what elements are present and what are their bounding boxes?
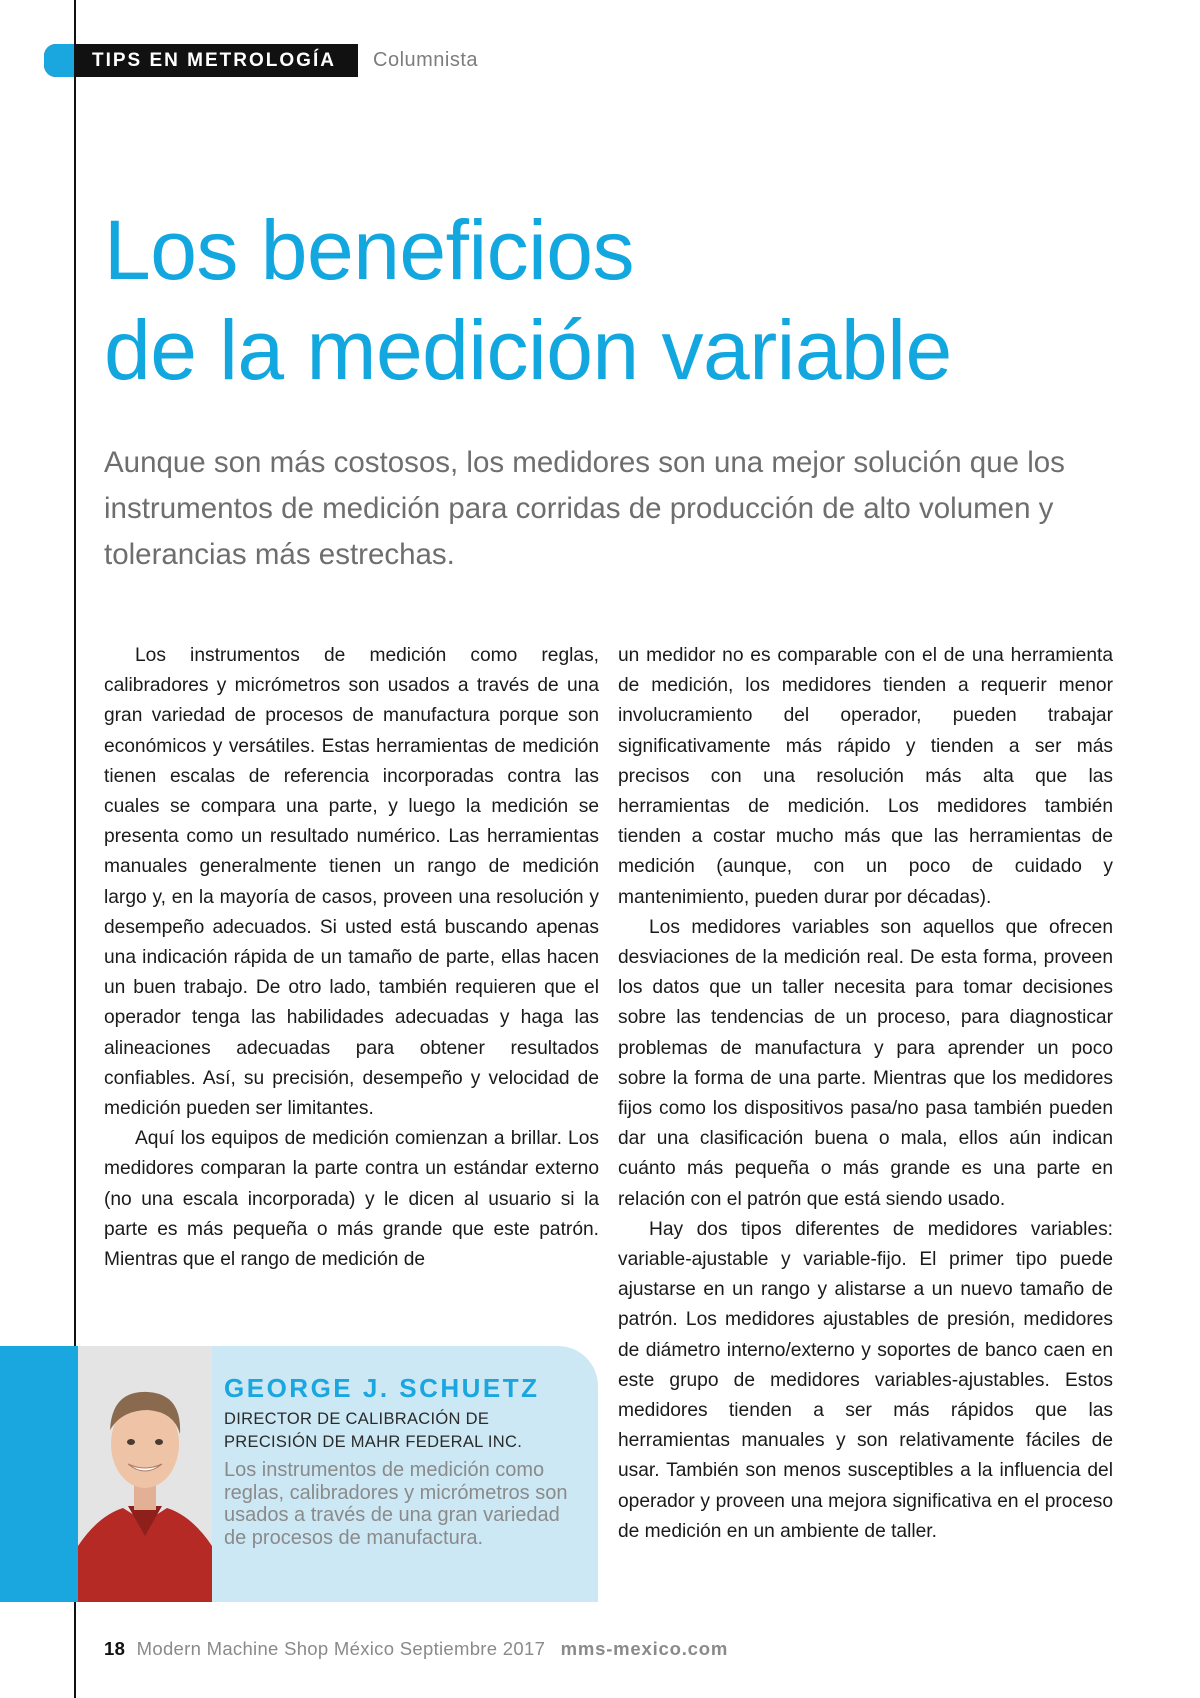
article-title [104, 200, 952, 400]
body-paragraph: Los medidores variables son aquellos que ofrecen desviaciones de la medición real. De esta forma, proveen los datos que un taller necesita para tomar decisiones sobre las tendencias de un proceso, para diagnosticar problemas de manufactura y para aprender un poco sobre la forma de una parte. Mientras que los medidores fijos como los dispositivos pasa/no pasa también pueden dar una clasificación buena o mala, ellos aún indican cuánto más pequeña o más grande es una parte en relación con el patrón que está siendo usado. [618, 916, 1113, 1210]
body-paragraph: Hay dos tipos diferentes de medidores variables: variable-ajustable y variable-fijo. El primer tipo puede ajustarse en un rango y alistarse a un nuevo tamaño de patrón. Los medidores ajustables de presión, medidores de diámetro interno/externo y soportes de banco caen en este grupo de medidores variables-ajustables. Estos medidores tienden a ser más rápidos que las herramientas manuales y son relativamente fáciles de usar. También son menos susceptibles a la influencia del operador y proveen una mejora significativa en el proceso de medición en un ambiente de taller. [618, 1218, 1113, 1542]
section-label: TIPS EN METROLOGÍA [92, 50, 336, 71]
author-pull-quote: Los instrumentos de medición como reglas, calibradores y micrómetros son usados a través de una gran variedad de procesos de manufactura. [224, 1459, 568, 1549]
body-column-right [618, 641, 1113, 1601]
body-paragraph: Los instrumentos de medición como reglas, calibradores y micrómetros son usados a través de una gran variedad de procesos de manufactura porque son económicos y versátiles. Estas herramientas de medición tienen escalas de referencia incorporadas contra las cuales se compara una parte, y luego la medición se presenta como un resultado numérico. Las herramientas manuales generalmente tienen un rango de medición largo y, en la mayoría de casos, proveen una resolución y desempeño adecuados. Si usted está buscando apenas una indicación rápida de un tamaño de parte, ellas hacen un buen trabajo. De otro lado, también requieren que el operador tenga las habilidades adecuadas y haga las alineaciones adecuadas para obtener resultados confiables. Así, su precisión, desempeño y velocidad de medición pueden ser limitantes. [104, 645, 599, 1120]
publication-line: Modern Machine Shop México Septiembre 2017 [136, 1638, 546, 1659]
author-photo [78, 1346, 212, 1602]
article-deck: Aunque son más costosos, los medidores son una mejor solución que los instrumentos de medición para corridas de producción de alto volumen y tolerancias más estrechas. [104, 446, 1065, 571]
article-title-line-1: Los beneficios [104, 203, 635, 297]
author-box-accent-strip [0, 1346, 78, 1602]
website-link[interactable]: mms-mexico.com [560, 1638, 729, 1659]
page-number: 18 [104, 1638, 126, 1659]
page-footer [104, 1638, 728, 1660]
body-column-left [104, 641, 599, 1275]
author-name: GEORGE J. SCHUETZ [224, 1373, 540, 1403]
article-title-line-2: de la medición variable [104, 303, 952, 397]
section-tab [44, 44, 358, 77]
author-role: DIRECTOR DE CALIBRACIÓN DE PRECISIÓN DE MAHR FEDERAL INC. [224, 1410, 523, 1451]
body-paragraph: un medidor no es comparable con el de una herramienta de medición, los medidores tienden a requerir menor involucramiento del operador, pueden trabajar significativamente más rápido y tienden a ser más precisos con una resolución más alta que las herramientas de medición. Los medidores también tienden a costar mucho más que las herramientas de medición (aunque, con un poco de cuidado y mantenimiento, pueden durar por décadas). [618, 645, 1113, 908]
body-paragraph: Aquí los equipos de medición comienzan a brillar. Los medidores comparan la parte contra un estándar externo (no una escala incorporada) y le dicen al usuario si la parte es más pequeña o más grande que este patrón. Mientras que el rango de medición de [104, 1128, 599, 1271]
section-tab-accent [44, 44, 74, 77]
author-portrait-illustration [78, 1346, 212, 1602]
section-subtitle: Columnista [373, 49, 479, 71]
